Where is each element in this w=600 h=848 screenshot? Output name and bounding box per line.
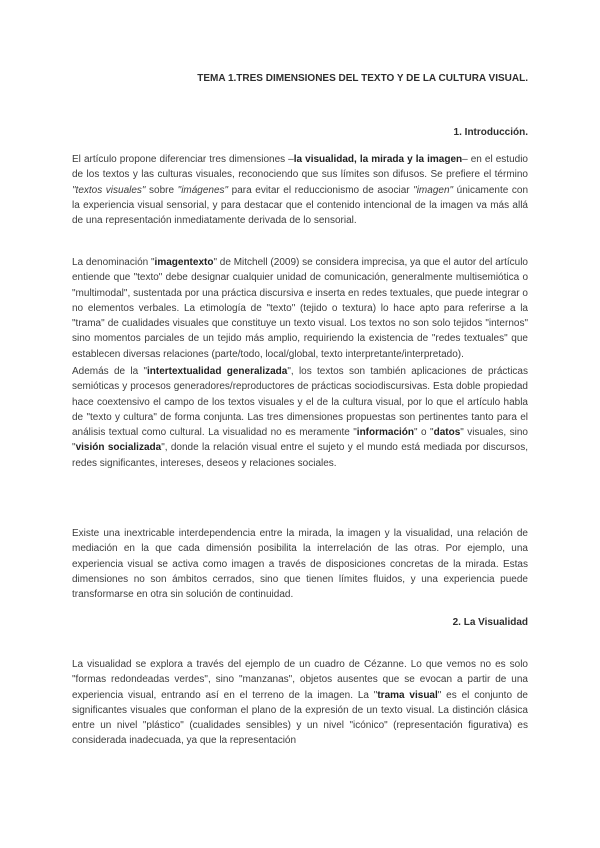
paragraph-intro-3 [72, 364, 528, 471]
text-run: para evitar el reduccionismo de asociar [228, 184, 414, 196]
text-run: ", los textos son también aplicaciones de prácticas semióticas y procesos generadores/reproductores de prácticas sociodiscursivas. Esta doble propiedad hace coextensivo el campo de los textos visuales y el de la cultura visual, por lo que el artículo habla de "texto y cultura" de forma conjunta. Las tres dimensiones propuestas son pertinentes tanto para el análisis textual como cultural. La visualidad no es meramente " [72, 366, 528, 439]
italic-term-textos-visuales: "textos visuales" [72, 184, 146, 196]
text-run: – en el estudio de los textos y las culturas visuales, reconociendo que sus límites son difusos. Se prefiere el término [72, 154, 528, 181]
bold-term-informacion: información [356, 427, 415, 439]
text-run: " de Mitchell (2009) se considera imprecisa, ya que el autor del artículo entiende que "texto" debe designar cualquier unidad de comunicación, generalmente multisemiótica o "multimodal", sustentada por una práctica discursiva e inserta en redes textuales, que puede integrar o no elementos verbales. La etimología de "texto" (tejido o textura) lo hace apto para referirse a la "trama" de cualidades visuales que constituye un texto visual. Los textos no son solo tejidos "internos" sino momentos parciales de un tejido más amplio, requiriendo la existencia de "redes textuales" que establecen diversas relaciones (parte/todo, local/global, texto interpretante/interpretado). [72, 257, 528, 360]
italic-term-imagenes: "imágenes" [177, 184, 229, 196]
bold-term-datos: datos [433, 427, 461, 439]
bold-term-vision-socializada: visión socializada [75, 442, 162, 454]
text-run: " es el conjunto de significantes visuales que conforman el plano de la expresión de un texto visual. La distinción clásica entre un nivel "plástico" (cualidades sensibles) y un nivel "icónico" (representación figurativa) es considerada inadecuada, ya que la representación [72, 689, 528, 747]
bold-term-intertextualidad: intertextualidad generalizada [147, 366, 288, 377]
text-run: El artículo propone diferenciar tres dimensiones – [72, 154, 294, 165]
text-run: " visuales, sino " [72, 427, 528, 454]
paragraph-intro-4: Existe una inextricable interdependencia entre la mirada, la imagen y la visualidad, una relación de mediación en la que cada dimensión posibilita la interrelación de las otras. Por ejemplo, una experiencia visual se activa como imagen a través de disposiciones concretas de la mirada. Estas dimensiones no son ámbitos cerrados, sino que tienen límites fluidos, y una experiencia puede transformarse en otra sin solución de continuidad. [72, 528, 528, 601]
text-run: ", donde la relación visual entre el sujeto y el mundo está mediada por discursos, redes significantes, intereses, deseos y relaciones sociales. [72, 442, 529, 469]
bold-term-imagentexto: imagentexto [154, 257, 214, 268]
document-title: TEMA 1.TRES DIMENSIONES DEL TEXTO Y DE LA CULTURA VISUAL. [197, 73, 528, 84]
paragraph-visualidad-1 [72, 657, 528, 749]
text-run: Además de la " [72, 366, 147, 377]
italic-term-imagen: "imagen" [413, 184, 454, 196]
text-run: La denominación " [72, 257, 155, 268]
paragraph-intro-1 [72, 152, 528, 228]
text-run: únicamente con la experiencia visual sensorial, y para destacar que el contenido intencional de la imagen va más allá de una representación inmediatamente derivada de lo sensorial. [72, 184, 529, 227]
paragraph-intro-2 [72, 255, 528, 362]
bold-term-trama-visual: trama visual [377, 689, 438, 701]
text-run: " o " [414, 427, 434, 439]
document-page [72, 0, 528, 848]
text-run: sobre [145, 184, 178, 196]
section-heading-visualidad: 2. La Visualidad [452, 617, 528, 628]
section-heading-introduccion: 1. Introducción. [453, 127, 528, 138]
text-run: La visualidad se explora a través del ejemplo de un cuadro de Cézanne. Lo que vemos no es solo "formas redondeadas verdes", sino "manzanas", objetos ausentes que se evocan a partir de una experiencia visual, entrando así en el terreno de la imagen. La " [72, 659, 528, 701]
bold-phrase-dimensions: la visualidad, la mirada y la imagen [293, 154, 463, 165]
